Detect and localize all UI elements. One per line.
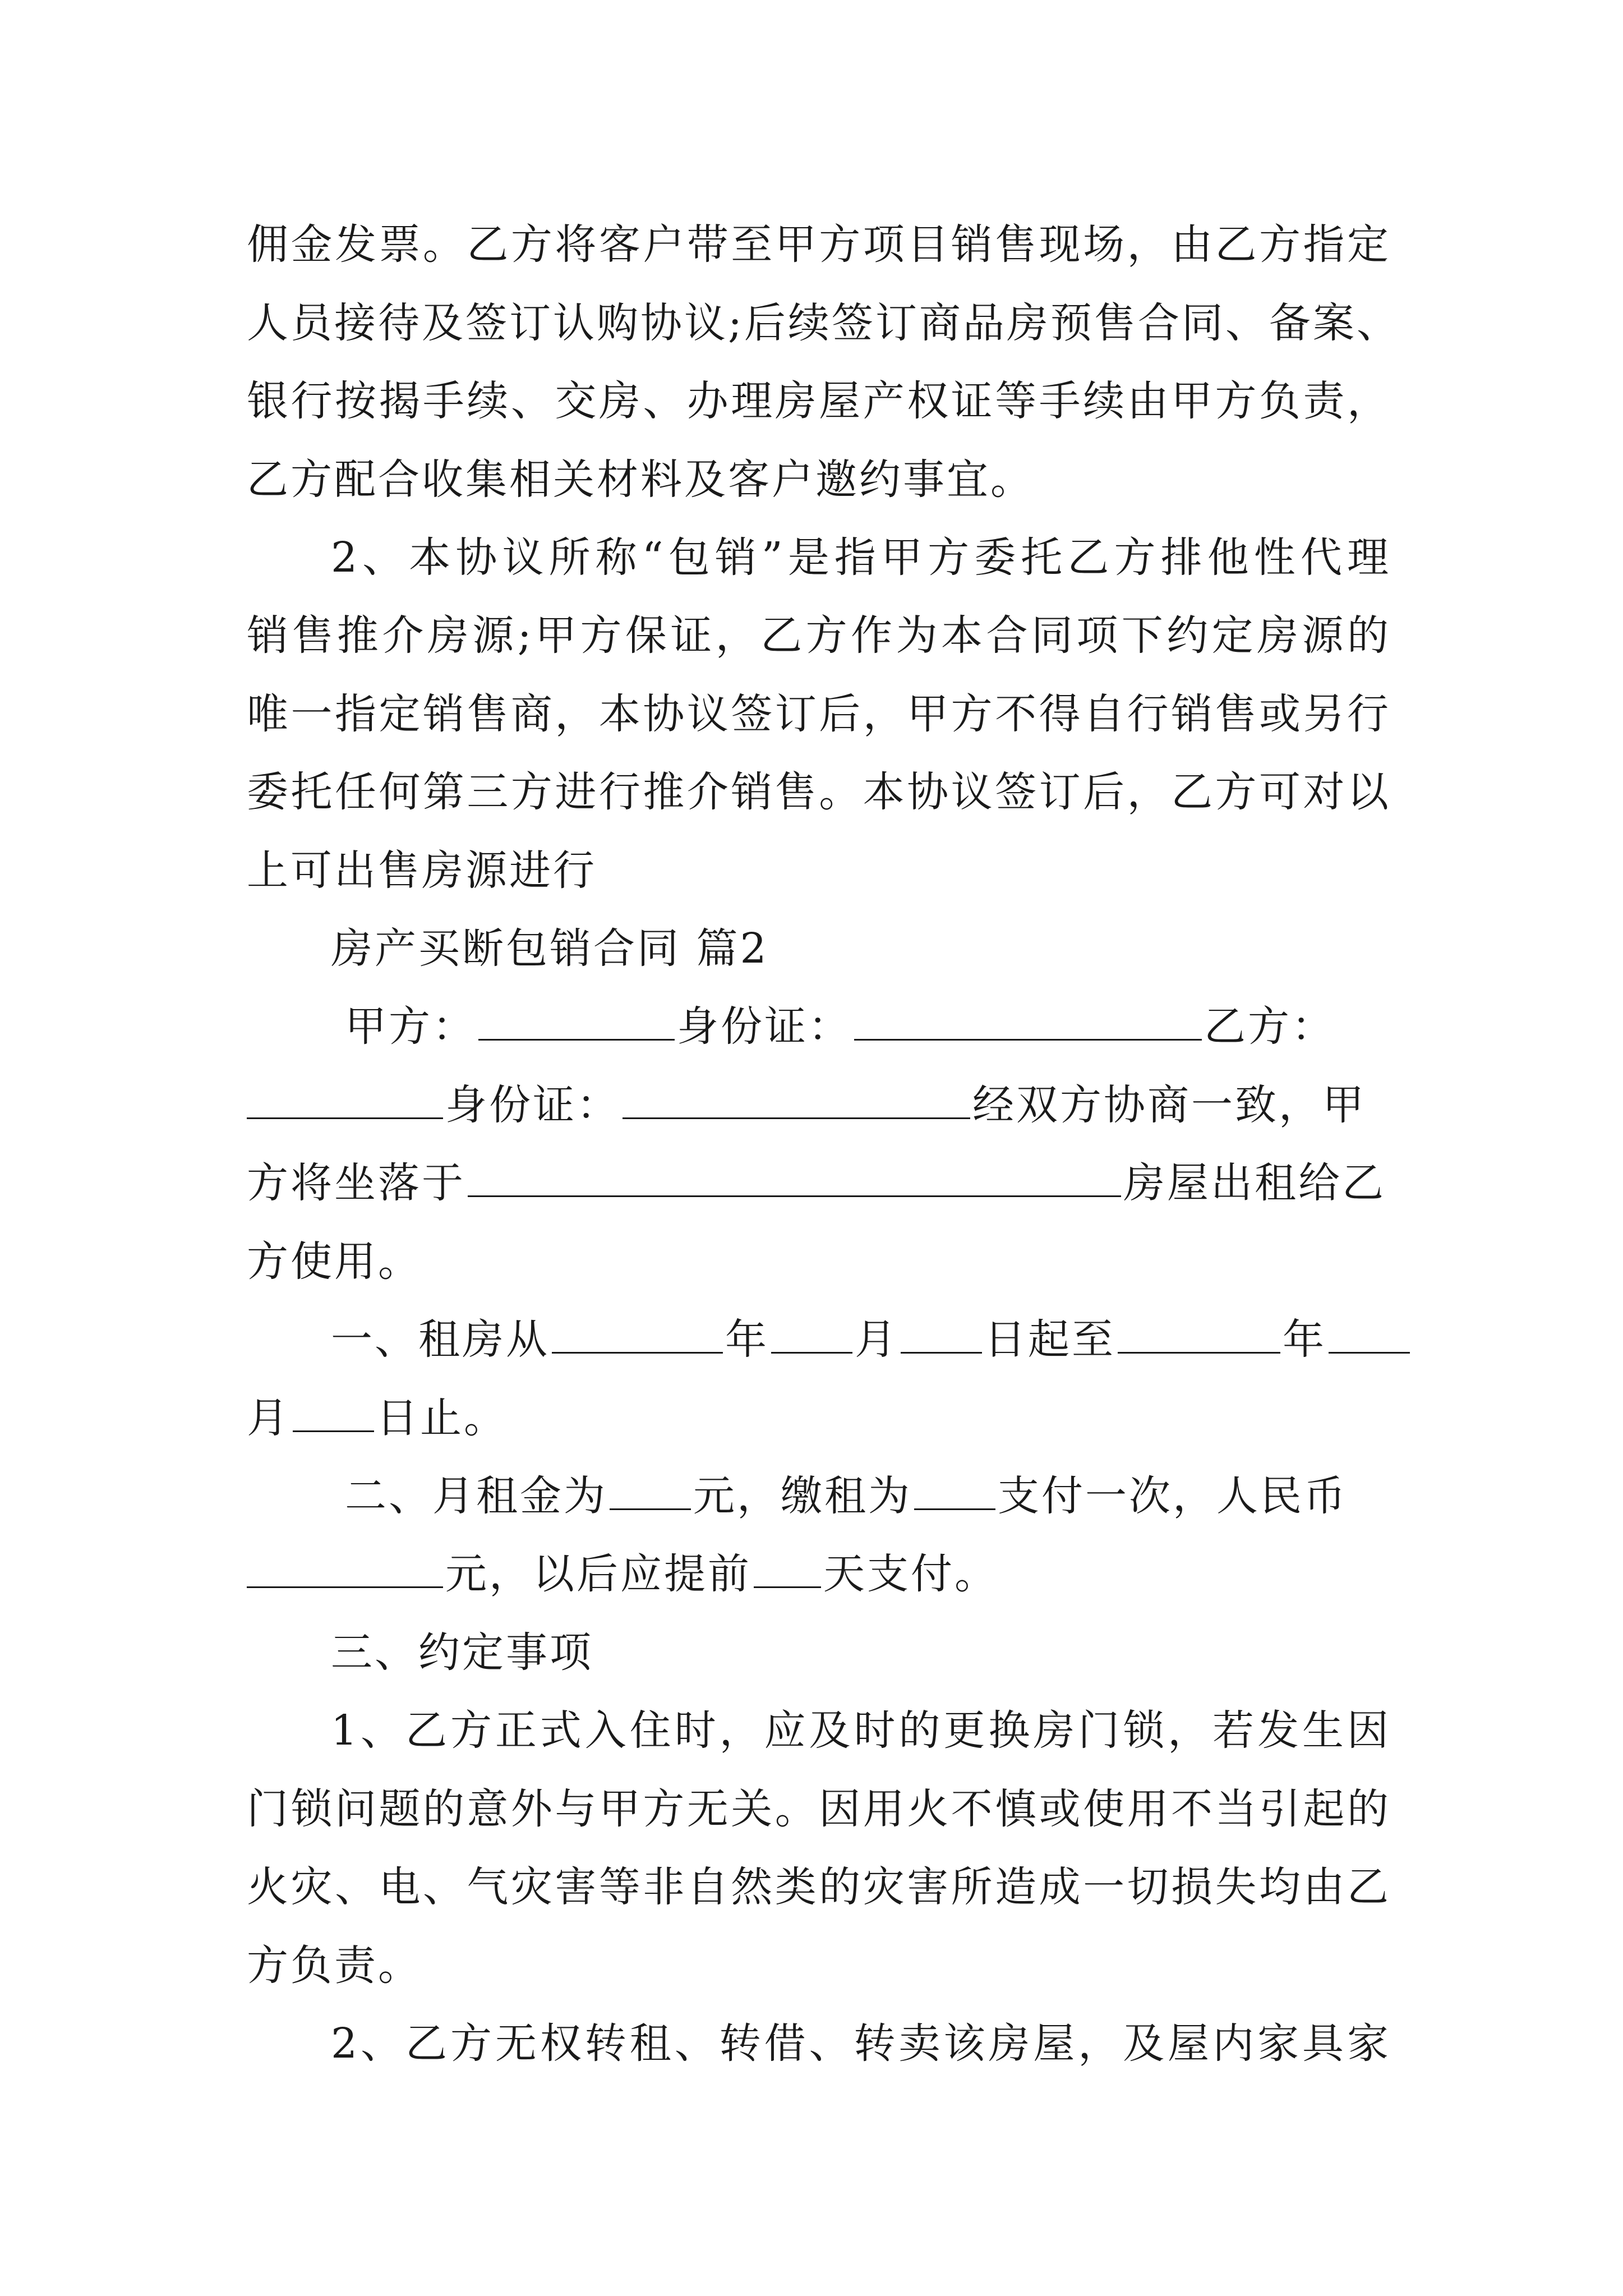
paragraph-line: 1、乙方正式入住时，应及时的更换房门锁，若发生因 [331, 1706, 1391, 1755]
paragraph-line: 乙方配合收集相关材料及客户邀约事宜。 [247, 455, 1034, 504]
party-a-blank [478, 1000, 675, 1041]
day-until-label: 日起至 [984, 1315, 1115, 1364]
id-card-blank [854, 1000, 1202, 1041]
paragraph-line: 2、本协议所称“包销”是指甲方委托乙方排他性代理 [331, 533, 1391, 582]
term-line-2 [247, 1379, 1391, 1457]
start-month-blank [771, 1313, 852, 1354]
advance-days-blank [754, 1547, 821, 1588]
paragraph-line: 人员接待及签订认购协议;后续签订商品房预售合同、备案、 [247, 299, 1400, 347]
id-card-label: 身份证： [677, 1002, 852, 1051]
location-line [247, 1144, 1391, 1222]
location-blank [468, 1156, 1121, 1197]
paragraph-line: 银行按揭手续、交房、办理房屋产权证等手续由甲方负责， [247, 377, 1391, 425]
start-year-blank [552, 1313, 723, 1354]
rent-line-2 [247, 1535, 1391, 1613]
end-day-blank [293, 1391, 374, 1432]
rent-yuan-2: 元，以后应提前 [445, 1550, 751, 1598]
paragraph-line: 方负责。 [247, 1941, 422, 1990]
id-card-label: 身份证： [445, 1081, 620, 1129]
term-line [331, 1300, 1391, 1379]
location-suffix: 房屋出租给乙 [1123, 1159, 1386, 1207]
agreement-text: 经双方协商一致，甲 [972, 1081, 1366, 1129]
paragraph-line: 上可出售房源进行 [247, 846, 597, 895]
paragraph-line: 2、乙方无权转租、转借、转卖该房屋，及屋内家具家 [331, 2019, 1391, 2068]
term-start: 一、租房从 [331, 1315, 550, 1364]
section-heading: 房产买断包销合同 篇2 [331, 924, 769, 973]
year-label: 年 [1283, 1315, 1326, 1364]
year-label: 年 [725, 1315, 769, 1364]
rent-start: 二、月租金为 [345, 1472, 607, 1520]
paragraph-line: 方使用。 [247, 1237, 422, 1286]
paragraph-line: 佣金发票。乙方将客户带至甲方项目销售现场，由乙方指定 [247, 220, 1391, 269]
party-b-label: 乙方： [1204, 1002, 1335, 1051]
party-line [345, 987, 1391, 1066]
id-card-blank [623, 1078, 970, 1119]
rent-line [345, 1457, 1391, 1535]
pay-once: 支付一次，人民币 [998, 1472, 1348, 1520]
rent-amount-blank [610, 1469, 691, 1510]
paragraph-line: 销售推介房源;甲方保证，乙方作为本合同项下约定房源的 [247, 611, 1391, 660]
party-b-blank [247, 1078, 443, 1119]
paragraph-line: 委托任何第三方进行推介销售。本协议签订后，乙方可对以 [247, 768, 1391, 816]
start-day-blank [901, 1313, 982, 1354]
id-line [247, 1066, 1391, 1144]
rent-yuan: 元，缴租为 [693, 1472, 912, 1520]
party-a-label: 甲方： [345, 1002, 476, 1051]
location-prefix: 方将坐落于 [247, 1159, 465, 1207]
month-label: 月 [855, 1315, 898, 1364]
payment-period-blank [914, 1469, 995, 1510]
paragraph-line: 火灾、电、气灾害等非自然类的灾害所造成一切损失均由乙 [247, 1863, 1391, 1911]
days-pay: 天支付。 [823, 1550, 998, 1598]
paragraph-line: 门锁问题的意外与甲方无关。因用火不慎或使用不当引起的 [247, 1785, 1391, 1833]
term-end: 日止。 [376, 1394, 508, 1442]
end-month-blank [1329, 1313, 1410, 1354]
end-year-blank [1118, 1313, 1280, 1354]
rmb-amount-blank [247, 1547, 443, 1588]
section-title: 三、约定事项 [331, 1628, 593, 1677]
paragraph-line: 唯一指定销售商，本协议签订后，甲方不得自行销售或另行 [247, 690, 1391, 738]
month-label: 月 [247, 1394, 291, 1442]
